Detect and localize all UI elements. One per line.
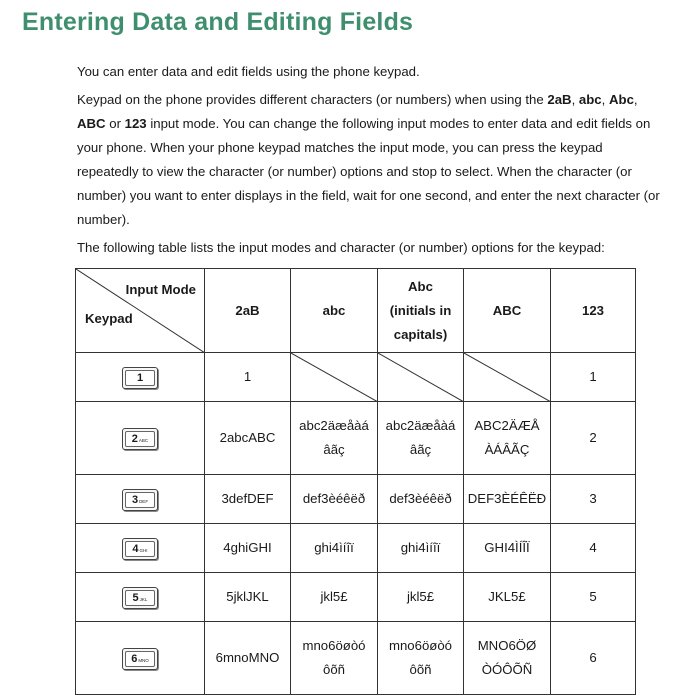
cell-123: 5: [551, 573, 636, 622]
column-header-2ab: 2aB: [205, 269, 291, 353]
header-input-mode: Input Mode: [125, 282, 196, 297]
cell-ABC-empty: [464, 353, 551, 402]
keypad-cell: [76, 475, 205, 524]
table-row: [76, 524, 636, 573]
cell-2ab: 5jklJKL: [205, 573, 291, 622]
cell-abc: abc2äæåàá âãç: [291, 402, 378, 475]
mode-ABC: ABC: [77, 116, 106, 131]
cell-Abc: ghi4ìíîï: [378, 524, 464, 573]
column-header-abc: abc: [291, 269, 378, 353]
column-header-ABC: ABC: [464, 269, 551, 353]
cell-123: 1: [551, 353, 636, 402]
cell-abc: def3èéêëð: [291, 475, 378, 524]
cell-123: 6: [551, 622, 636, 695]
key-1-icon: 1: [122, 367, 158, 389]
column-header-Abc: Abc (initials in capitals): [378, 269, 464, 353]
table-intro-paragraph: The following table lists the input modes and character (or number) options for the keypad:: [77, 240, 605, 255]
header-keypad: Keypad: [85, 311, 133, 326]
table-row: [76, 573, 636, 622]
key-2-icon: 2 ABC: [122, 428, 158, 450]
cell-abc: jkl5£: [291, 573, 378, 622]
cell-abc: mno6öøòó ôõñ: [291, 622, 378, 695]
table-corner-header: [76, 269, 205, 353]
cell-ABC: MNO6ÖØ ÒÓÔÕÑ: [464, 622, 551, 695]
cell-123: 4: [551, 524, 636, 573]
keypad-cell: [76, 524, 205, 573]
table-row: [76, 402, 636, 475]
cell-ABC: DEF3ÈÉÊËÐ: [464, 475, 551, 524]
input-mode-table: [75, 268, 636, 695]
cell-123: 2: [551, 402, 636, 475]
cell-Abc-empty: [378, 353, 464, 402]
cell-Abc: mno6öøòó ôõñ: [378, 622, 464, 695]
table-row: [76, 622, 636, 695]
cell-ABC: JKL5£: [464, 573, 551, 622]
keypad-description-paragraph: Keypad on the phone provides different characters (or numbers) when using the 2aB, abc, Abc, ABC or 123 input mode. You can change the following input modes to enter data and edit fields on your phone. When your phone keypad matches the input mode, you can press the keypad repeatedly to view the character (or number) options and stop to select. When the character (or number) you want to enter displays in the field, wait for one second, and enter the next character (or number).: [77, 92, 660, 227]
cell-2ab: 1: [205, 353, 291, 402]
table-row: [76, 353, 636, 402]
page-title: Entering Data and Editing Fields: [22, 8, 414, 36]
mode-123: 123: [124, 116, 147, 131]
key-3-icon: 3 DEF: [122, 489, 158, 511]
column-header-123: 123: [551, 269, 636, 353]
cell-abc: ghi4ìíîï: [291, 524, 378, 573]
key-4-icon: 4 GHI: [122, 538, 158, 560]
intro-paragraph: You can enter data and edit fields using the phone keypad.: [77, 64, 420, 79]
cell-Abc: jkl5£: [378, 573, 464, 622]
cell-2ab: 4ghiGHI: [205, 524, 291, 573]
cell-2ab: 6mnoMNO: [205, 622, 291, 695]
cell-2ab: 2abcABC: [205, 402, 291, 475]
key-6-icon: 6 MNO: [122, 648, 158, 670]
keypad-cell: [76, 573, 205, 622]
cell-Abc: def3èéêëð: [378, 475, 464, 524]
keypad-cell: [76, 622, 205, 695]
cell-123: 3: [551, 475, 636, 524]
cell-ABC: ABC2ÄÆÅ ÀÁÂÃÇ: [464, 402, 551, 475]
cell-2ab: 3defDEF: [205, 475, 291, 524]
keypad-cell: [76, 353, 205, 402]
keypad-cell: [76, 402, 205, 475]
cell-abc-empty: [291, 353, 378, 402]
mode-abc: abc: [578, 92, 602, 107]
key-5-icon: 5 JKL: [122, 587, 158, 609]
mode-Abc: Abc: [608, 92, 634, 107]
table-row: [76, 475, 636, 524]
cell-ABC: GHI4ÌÍÎÏ: [464, 524, 551, 573]
mode-2ab: 2aB: [547, 92, 572, 107]
cell-Abc: abc2äæåàá âãç: [378, 402, 464, 475]
